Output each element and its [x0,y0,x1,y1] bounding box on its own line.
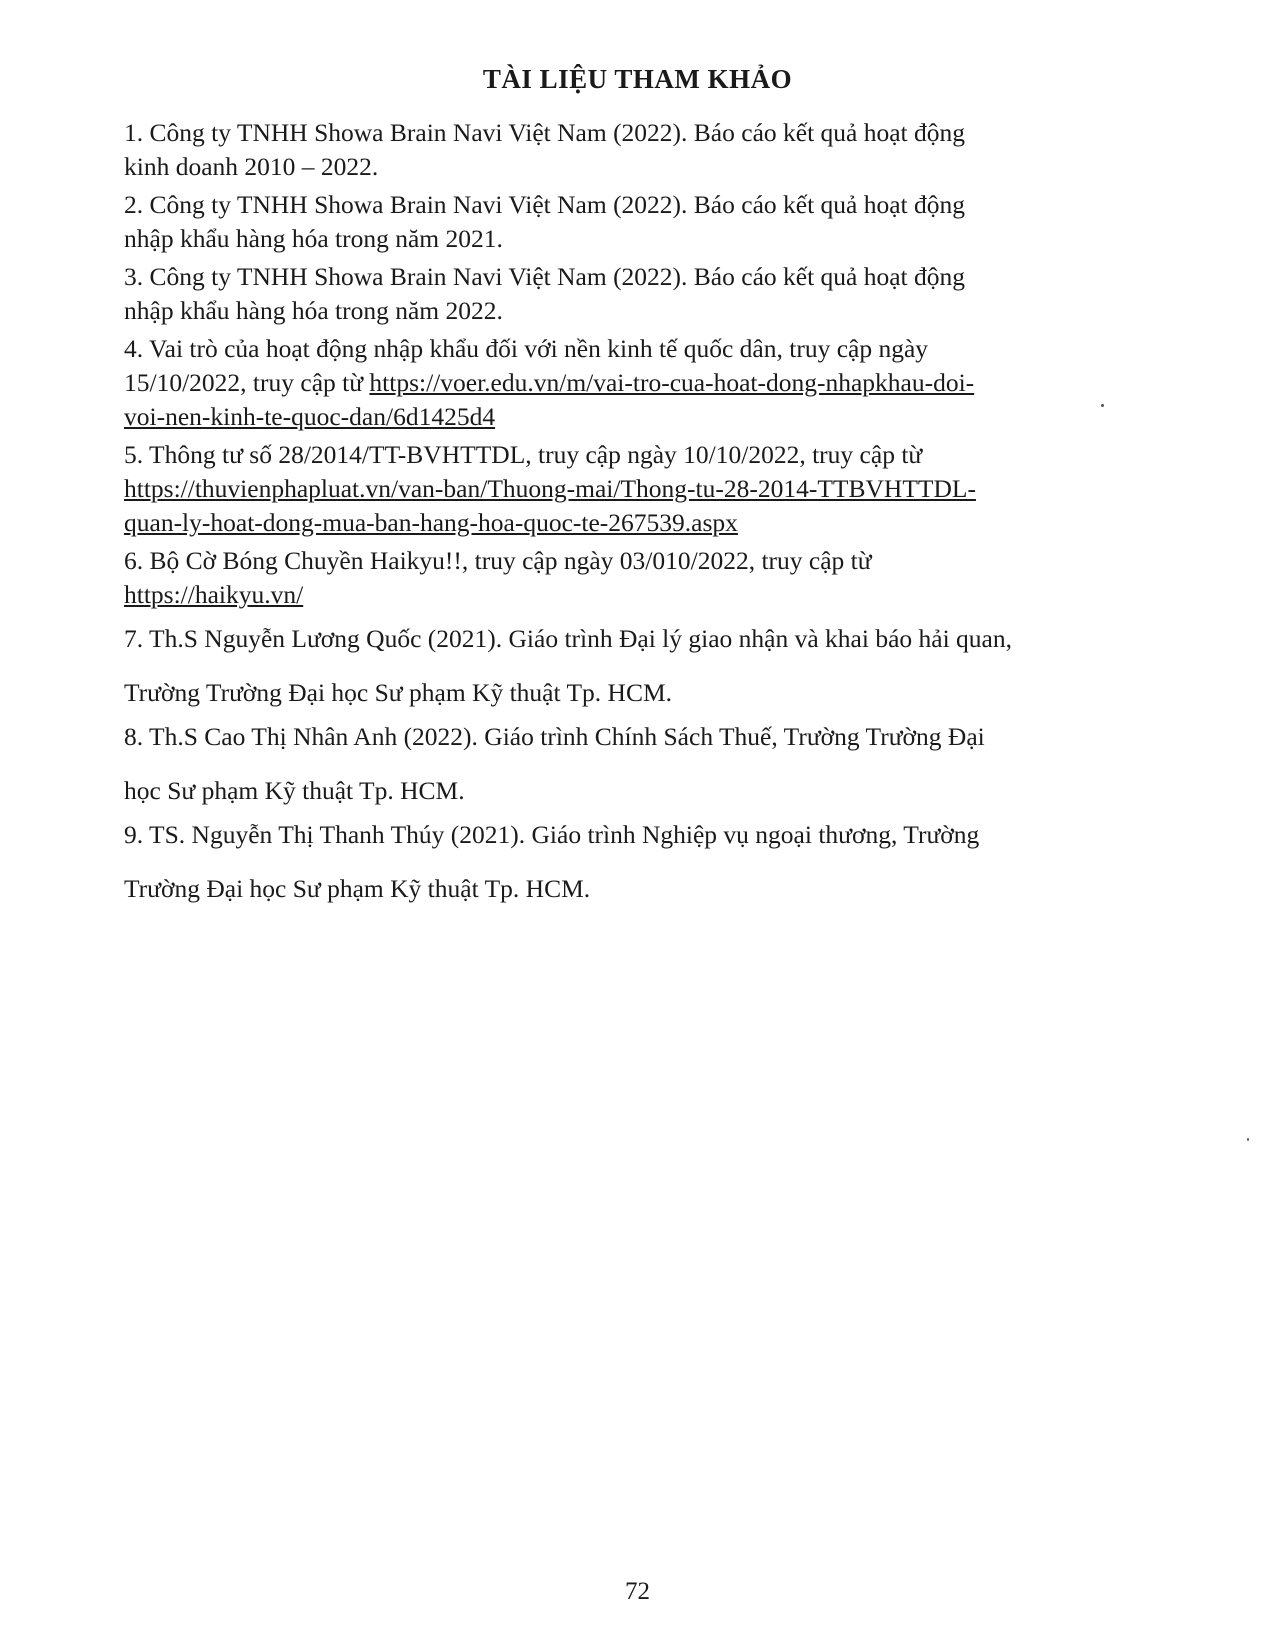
reference-link-continued[interactable]: voi-nen-kinh-te-quoc-dan/6d1425d4 [124,402,496,431]
page-title: TÀI LIỆU THAM KHẢO [482,64,793,94]
reference-line: nhập khẩu hàng hóa trong năm 2021. [124,224,503,253]
reference-line: 8. Th.S Cao Thị Nhân Anh (2022). Giáo trình Chính Sách Thuế, Trường Trường Đại [124,722,985,751]
reference-item-6 [124,544,1124,612]
reference-link[interactable]: https://thuvienphapluat.vn/van-ban/Thuong-mai/Thong-tu-28-2014-TTBVHTTDL- [124,474,976,503]
reference-item-2 [124,188,1124,256]
reference-line: 9. TS. Nguyễn Thị Thanh Thúy (2021). Giáo trình Nghiệp vụ ngoại thương, Trường [124,820,980,849]
reference-item-1 [124,116,1124,184]
reference-line: 2. Công ty TNHH Showa Brain Navi Việt Nam (2022). Báo cáo kết quả hoạt động [124,190,966,219]
reference-item-7 [124,612,1124,720]
reference-line: học Sư phạm Kỹ thuật Tp. HCM. [124,776,465,805]
reference-line [124,578,1124,612]
reference-item-5 [124,438,1124,540]
scan-speck [1247,1138,1249,1141]
reference-link-continued[interactable]: quan-ly-hoat-dong-mua-ban-hang-hoa-quoc-te-267539.aspx [124,508,738,537]
reference-line [124,506,1124,540]
reference-line [124,366,1124,400]
reference-line: kinh doanh 2010 – 2022. [124,152,379,181]
reference-line [124,400,1124,434]
reference-line: Trường Đại học Sư phạm Kỹ thuật Tp. HCM. [124,874,591,903]
reference-line: 1. Công ty TNHH Showa Brain Navi Việt Nam (2022). Báo cáo kết quả hoạt động [124,118,966,147]
reference-item-4 [124,332,1124,434]
page-number: 72 [625,1578,650,1605]
reference-line [124,472,1124,506]
reference-line: 5. Thông tư số 28/2014/TT-BVHTTDL, truy cập ngày 10/10/2022, truy cập từ [124,440,923,469]
scan-speck [1101,404,1104,407]
reference-link[interactable]: https://voer.edu.vn/m/vai-tro-cua-hoat-dong-nhapkhau-doi- [369,368,975,397]
reference-link[interactable]: https://haikyu.vn/ [124,580,304,609]
reference-line: 3. Công ty TNHH Showa Brain Navi Việt Nam (2022). Báo cáo kết quả hoạt động [124,262,966,291]
reference-line: nhập khẩu hàng hóa trong năm 2022. [124,296,503,325]
reference-line: 7. Th.S Nguyễn Lương Quốc (2021). Giáo trình Đại lý giao nhận và khai báo hải quan, [124,624,1012,653]
reference-line: 4. Vai trò của hoạt động nhập khẩu đối với nền kinh tế quốc dân, truy cập ngày [124,334,929,363]
reference-line: 6. Bộ Cờ Bóng Chuyền Haikyu!!, truy cập ngày 03/010/2022, truy cập từ [124,546,872,575]
reference-line: Trường Trường Đại học Sư phạm Kỹ thuật Tp. HCM. [124,678,673,707]
reference-item-3 [124,260,1124,328]
reference-item-8 [124,710,1124,818]
reference-text: 15/10/2022, truy cập từ [124,368,370,397]
reference-item-9 [124,808,1124,916]
